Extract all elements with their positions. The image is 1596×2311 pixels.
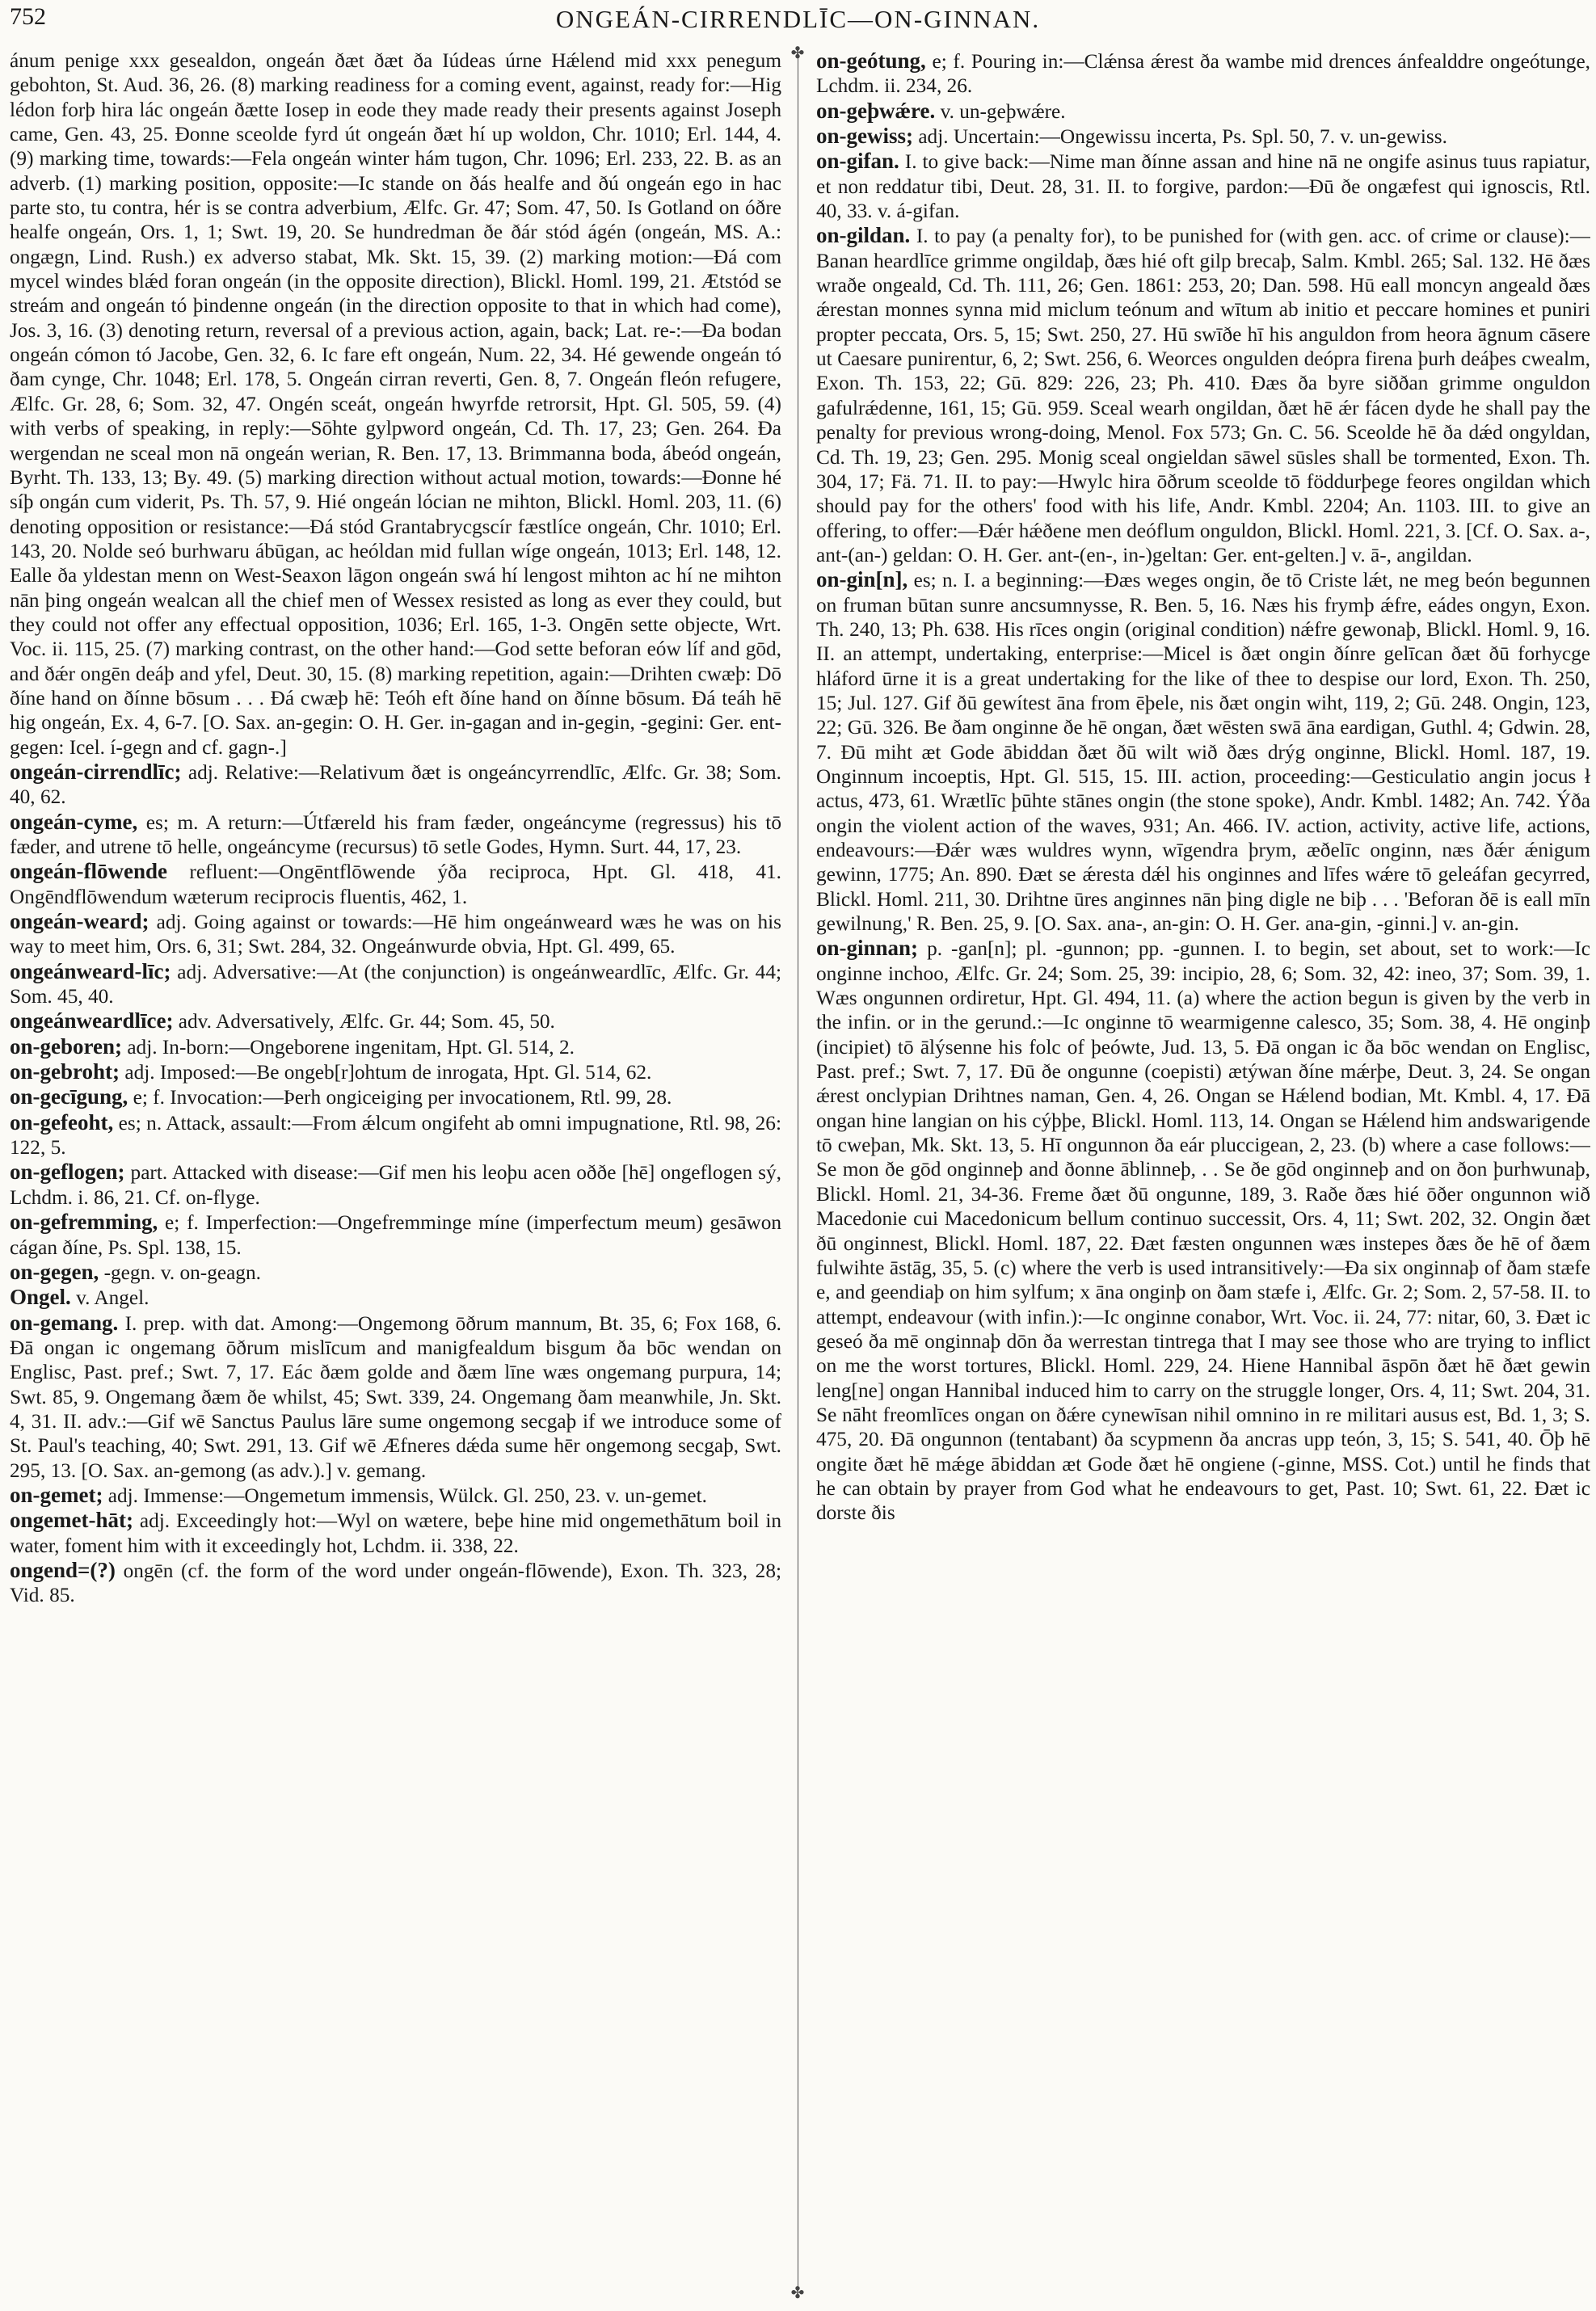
dictionary-entry xyxy=(816,149,1590,223)
dictionary-entry xyxy=(816,48,1590,99)
dictionary-entry xyxy=(10,760,781,810)
dictionary-entry xyxy=(10,810,781,860)
entry-text: adj. Going against or towards:—Hē him ongeánweard wæs he was on his way to meet him, Ors. 6, 31; Swt. 284, 32. Ongeánwurde obvia, Hpt. Gl. 499, 65. xyxy=(10,911,781,958)
entry-text: e; f. Pouring in:—Clǽnsa ǽrest ða wambe mid drences ánfealddre ongeótunge, Lchdm. ii. 234, 26. xyxy=(816,50,1590,98)
dictionary-entry xyxy=(10,1110,781,1160)
entry-text: v. un-geþwǽre. xyxy=(940,99,1066,123)
fleuron-icon: ✤ xyxy=(790,44,805,62)
dictionary-entry xyxy=(10,1285,781,1310)
dictionary-entry xyxy=(816,567,1590,936)
entry-text: es; m. A return:—Útfæreld his fram fæder, ongeáncyme (regressus) his tō fæder, and utrene tō helle, ongeáncyme (recursus) tō setle Godes, Hymn. Surt. 44, 17, 23. xyxy=(10,810,781,858)
entry-headword: ongend=(?) xyxy=(10,1557,116,1582)
entry-text: I. to pay (a penalty for), to be punished for (with gen. acc. of crime or clause):—Banan heardlīce grimme ongildaþ, ðæs hié oft gilp brecaþ, Salm. Kmbl. 265; Sal. 132. Hē ðæs wraðe ongeald, Cd. Th. 111, 26; Gen. 1861: 253, 20; Dan. 598. Hū eall moncyn angeald ðæs ǽrestan monnes synna mid miclum teónum and wītum ab initio et peccare homines et puniri propter peccata, Ors. 5, 15; Swt. 250, 27. Hū swīðe hī his anguldon from heora āgnum cāsere ut Caesare punirentur, 6, 2; Swt. 256, 6. Weorces ongulden deópra firena þurh deáþes cwealm, Exon. Th. 153, 22; Gū. 829: 226, 23; Ph. 410. Ðæs ða byre siððan grimme onguldon gafulrǽdenne, 161, 15; Gū. 959. Sceal wearh ongildan, ðæt hē ǽr fácen dyde he shall pay the penalty for previous wrong-doing, Menol. Fox 573; Gn. C. 56. Sceolde hē ða dǽd ongyldan, Cd. Th. 19, 23; Gen. 295. Monig sceal ongieldan sāwel sūsles shall be tormented, Exon. Th. 304, 17; Fä. 71. II. to pay:—Hwylc hira ōðrum sceolde tō föddurþege feores ongildan which should pay for the others' food with his life, Andr. Kmbl. 2204; An. 1103. III. to give an offering, to offer:—Ðǽr hǽðene men deóflum onguldon, Blickl. Homl. 221, 3. [Cf. O. Sax. a-, ant-(an-) geldan: O. H. Ger. ant-(en-, in-)geltan: Ger. ent-gelten.] v. ā-, angildan. xyxy=(816,225,1590,566)
entry-headword: on-geótung, xyxy=(816,48,926,73)
dictionary-entry xyxy=(10,1059,781,1084)
dictionary-entry xyxy=(10,1508,781,1558)
entry-headword: Ongel. xyxy=(10,1285,71,1310)
entry-text: adj. Exceedingly hot:—Wyl on wætere, beþe hine mid ongemethātum boil in water, foment him with it exceedingly hot, Lchdm. ii. 338, 22. xyxy=(10,1509,781,1557)
dictionary-entry xyxy=(10,1260,781,1285)
entry-headword: ongeánweardlīce; xyxy=(10,1008,174,1033)
dictionary-entry xyxy=(10,909,781,959)
entry-headword: on-geþwǽre. xyxy=(816,98,936,123)
dictionary-entry xyxy=(816,99,1590,124)
entry-text: es; n. I. a beginning:—Ðæs weges ongin, ðe tō Criste lǽt, ne meg beón begunnen on fruman būtan sunre ancsumnysse, R. Ben. 5, 16. Næs his frymþ ǽfre, eádes ongyn, Exon. Th. 240, 13; Ph. 638. His rīces ongin (original condition) nǽfre gewonaþ, Blickl. Homl. 9, 16. II. an attempt, undertaking, enterprise:—Micel is ðæt ongin ðínre gelīcan ðæt ðū forhycge hláford ūrne it is a great undertaking for the like of thee to despise our lord, Exon. Th. 250, 15; Jul. 127. Gif ðū gewítest āna from ēþele, nis ðæt ongin wiht, 119, 2; Gū. 248. Ongin, 123, 22; Gū. 326. Be ðam onginne ðe hē ongan, ðæt wēsten swā āna eardigan, Guthl. 4; Gdwin. 28, 7. Ðū miht æt Gode ābiddan ðæt ðū wilt wið ðæs drýg onginne, Blickl. Homl. 187, 19. Onginnum incoeptis, Hpt. Gl. 515, 15. III. action, proceeding:—Gesticulatio angin jocus ł actus, 473, 61. Wrætlīc þūhte stānes ongin (the stone spoke), Andr. Kmbl. 1482; An. 742. Ýða ongin the violent action of the waves, 931; An. 466. IV. action, activity, active life, actions, endeavours:—Ðǽr wæs wuldres wynn, wīgendra þrym, æðelīc onginn, næs ðǽr ǽnigum gewinn, 1775; An. 890. Ðæt se ǽresta dǽl his onginnes and līfes wǽre tō geleáfan gecyrred, Blickl. Homl. 211, 30. Drihtne ūres anginnes nān þing digle ne biþ . . . 'Beforan ðē is eall mīn gewilnung,' R. Ben. 25, 9. [O. Sax. ana-, an-gin: O. H. Ger. ana-gin, -ginni.] v. an-gin. xyxy=(816,569,1590,936)
entry-text: adj. Adversative:—At (the conjunction) is ongeánweardlīc, Ælfc. Gr. 44; Som. 45, 40. xyxy=(10,960,781,1008)
entry-headword: on-gecīgung, xyxy=(10,1084,128,1109)
entry-text: p. -gan[n]; pl. -gunnon; pp. -gunnen. I. to begin, set about, set to work:—Ic onginne inchoo, Ælfc. Gr. 24; Som. 25, 39: incipio, 28, 6; Som. 32, 42: ineo, 37; Som. 39, 1. Wæs ongunnen ordiretur, Hpt. Gl. 494, 11. (a) where the action begun is given by the verb in the infin. or in the gerund.:—Ic onginne tō wearmigenne calesco, 35; Som. 38, 4. Hē onginþ (incipiet) tō ālýsenne his folc of þeówte, Jud. 13, 5. Ðā ongan ic ða bōc wendan on Englisc, Past. pref.; Swt. 7, 17. Ðū ðe ongunne (coepisti) ætýwan ðíne mǽrþe, Deut. 3, 24. Se ongan ǽrest onclypian Drihtnes naman, Gen. 4, 26. Ongan se Hǽlend bodian, Mt. Kmbl. 4, 17. Ðā ongan hine langian on his cýþþe, Blickl. Homl. 113, 14. Ongan se Hǽlend him andswarigende tō cweþan, Mk. Skt. 13, 5. Hī ongunnon ða eár pluccigean, 2, 23. (b) where a case follows:—Se mon ðe gōd onginneþ and ðonne āblinneþ, . . Se ðe gōd onginneþ and on ðon þurhwunaþ, Blickl. Homl. 21, 34-36. Freme ðæt ðū ongunne, 189, 3. Raðe ðæs hié ōðer ongunnon wið Macedonie cui Macedonicum bellum continuo successit, Ors. 4, 11; Swt. 202, 32. Ongin ðæt ðū onginnest, Blickl. Homl. 187, 22. Ðæt fæsten ongunnen wæs instepes ðæs ðe hē of ðæm fulwihte āstāg, 35, 5. (c) where the verb is used intransitively:—Ða six onginnaþ of ðam stæfe e, and geendiaþ on him sylfum; x āna onginþ on ðam stæfe i, Ælfc. Gr. 2; Som. 2, 57-58. II. to attempt, endeavour (with infin.):—Ic onginne conabor, Wrt. Voc. ii. 24, 77: nitar, 60, 3. Ðæt ic geseó ða mē onginnaþ dōn ða werrestan tintrega that I may see those who are trying to inflict on me the worst tortures, Blickl. Homl. 229, 24. Hiene Hannibal āspōn ðæt hē ðæt gewin leng[ne] ongan Hannibal induced him to carry on the struggle longer, Ors. 4, 11; Swt. 204, 31. Se nāht freomlīces ongan on ðǽre cynewīsan nihil omnino in re militari ausus est, Bd. 1, 3; S. 475, 20. Ðā ongunnon (tentabant) ða scypmenn ða ancras upp teón, 3, 15; S. 541, 40. Ōþ hē ongite ðæt hē mǽge ābiddan æt Gode ðæt hē ongiene (-ginne, MSS. Cot.) until he finds that he can obtain by prayer from God what he endeavours to get, Past. 10; Swt. 61, 22. Ðæt ic dorste ðis xyxy=(816,937,1590,1525)
entry-text: adj. Imposed:—Be ongeb[r]ohtum de inrogata, Hpt. Gl. 514, 62. xyxy=(124,1061,652,1084)
dictionary-entry xyxy=(10,1311,781,1483)
entry-headword: ongeán-cyme, xyxy=(10,809,138,834)
entry-text: adv. Adversatively, Ælfc. Gr. 44; Som. 45, 50. xyxy=(178,1010,555,1033)
entry-text: e; f. Imperfection:—Ongefremminge míne (imperfectum meum) gesāwon cágan ðíne, Ps. Spl. 138, 15. xyxy=(10,1211,781,1259)
entry-text: e; f. Invocation:—Þerh ongiceiging per invocationem, Rtl. 99, 28. xyxy=(133,1086,672,1109)
dictionary-entry xyxy=(10,859,781,909)
dictionary-entry xyxy=(10,1210,781,1260)
entry-text: -gegn. v. on-geagn. xyxy=(103,1261,261,1284)
entry-headword: on-gemang. xyxy=(10,1310,119,1335)
entry-headword: on-gebroht; xyxy=(10,1059,120,1084)
entry-headword: on-gegen, xyxy=(10,1259,99,1284)
entry-headword: on-gefremming, xyxy=(10,1210,158,1235)
fleuron-icon: ✤ xyxy=(790,2284,805,2302)
dictionary-entry xyxy=(816,936,1590,1525)
entry-text: adj. In-born:—Ongeborene ingenitam, Hpt. Gl. 514, 2. xyxy=(127,1035,575,1059)
entry-headword: on-geboren; xyxy=(10,1033,122,1059)
entry-headword: on-ginnan; xyxy=(816,936,919,961)
entry-text: ánum penige xxx gesealdon, ongeán ðæt ðæt ða Iúdeas úrne Hǽlend mid xxx penegum gebohton, St. Aud. 36, 26. (8) marking readiness for a coming event, against, ready for:—Hig lédon forþ hira lác ongeán ðætte Iosep in eode they made ready their presents against Joseph came, Gen. 43, 25. Ðonne sceolde fyrd út ongeán ðæt hí up woldon, Chr. 1010; Erl. 144, 4. (9) marking time, towards:—Fela ongeán winter hám tugon, Chr. 1096; Erl. 233, 22. B. as an adverb. (1) marking position, opposite:—Ic stande on ðás healfe and ðú ongeán ego in hac parte sto, tu contra, hér is se contra adverbium, Ælfc. Gr. 47; Som. 47, 50. Is Gotland on óðre healfe ongeán, Ors. 1, 1; Swt. 19, 20. Se hundredman ðe ðár stód ágén (ongeán, MS. A.: ongægn, Lind. Rush.) ex adverso stabat, Mk. Skt. 15, 39. (2) marking motion:—Ðá com mycel windes blǽd foran ongeán (in the opposite direction), Blickl. Homl. 199, 21. Ætstód se streám and ongeán tó þindenne ongeán (in the direction opposite to that in which had come), Jos. 3, 16. (3) denoting return, reversal of a previous action, again, back; Lat. re-:—Ða bodan ongeán cómon tó Jacobe, Gen. 32, 6. Ic fare eft ongeán, Num. 22, 34. Hé gewende ongeán tó ðam cynge, Chr. 1048; Erl. 178, 5. Ongeán cirran reverti, Gen. 8, 7. Ongeán fleón refugere, Ælfc. Gr. 28, 6; Som. 32, 47. Ongén sceát, ongeán hwyrfde retrorsit, Hpt. Gl. 505, 59. (4) with verbs of speaking, in reply:—Sōhte gylpword ongeán, Cd. Th. 17, 23; Gen. 264. Ða wergendan ne sceal mon nā ongeán werian, R. Ben. 17, 13. Brimmanna boda, ábeód ongeán, Byrht. Th. 133, 13; By. 49. (5) marking direction without actual motion, towards:—Ðonne hé síþ ongán cum viderit, Ps. Th. 57, 9. Hié ongeán lócian ne mihton, Blickl. Homl. 203, 11. (6) denoting opposition or resistance:—Ðá stód Grantabrycgscír fæstlíce ongeán, Chr. 1010; Erl. 143, 20. Nolde seó burhwaru ábūgan, ac heóldan mid fullan wíge ongeán, 1013; Erl. 148, 12. Ealle ða yldestan menn on West-Seaxon lāgon ongeán swá hí lengost mihton ac hí ne mihton nān þing ongeán wealcan all the chief men of Wessex resisted as long as ever they could, but they could not offer any effectual opposition, 1036; Erl. 165, 1-3. Ongēn sette objecte, Wrt. Voc. ii. 115, 25. (7) marking contrast, on the other hand:—God sette beforan eów líf and gōd, and ðǽr ongēn deáþ and yfel, Deut. 30, 15. (8) marking repetition, again:—Drihten cwæþ: Dō ðíne hand on ðínne bōsum . . . Ðá cwæþ hē: Teóh eft ðíne hand on ðínne bōsum. Ðá teáh hē hig ongeán, Ex. 4, 6-7. [O. Sax. an-gegin: O. H. Ger. in-gagan and in-gegin, -gegini: Ger. ent-gegen: Icel. í-gegn and cf. gagn-.] xyxy=(10,49,781,759)
dictionary-entry xyxy=(10,48,781,760)
page-number: 752 xyxy=(10,3,46,30)
entry-headword: ongeánweard-līc; xyxy=(10,958,171,983)
entry-headword: on-gifan. xyxy=(816,149,899,174)
entry-text: es; n. Attack, assault:—From ǽlcum ongifeht ab omni impugnatione, Rtl. 98, 26: 122, 5. xyxy=(10,1111,781,1160)
entry-headword: ongeán-cirrendlīc; xyxy=(10,759,182,784)
entry-headword: on-gildan. xyxy=(816,223,911,248)
dictionary-entry xyxy=(10,1084,781,1109)
entry-headword: on-geflogen; xyxy=(10,1160,125,1185)
entry-text: v. Angel. xyxy=(76,1286,149,1310)
entry-text: refluent:—Ongēntflōwende ýða reciproca, Hpt. Gl. 418, 41. Ongēndflōwendum wæterum reciprocis fluentis, 462, 1. xyxy=(10,861,781,908)
entry-text: I. prep. with dat. Among:—Ongemong ōðrum mannum, Bt. 35, 6; Fox 168, 6. Ðā ongan ic ongemang ōðrum mislīcum and manigfealdum bisgum ða bōc wendan on Englisc, Past. pref.; Swt. 7, 17. Eác ðæm golde and ðæm līne wæs ongemang purpura, 14; Swt. 85, 9. Ongemang ðæm ðe whilst, 45; Swt. 339, 24. Ongemang ðam meanwhile, Jn. Skt. 4, 31. II. adv.:—Gif wē Sanctus Paulus lāre sume ongemong secgaþ if we introduce some of St. Paul's teaching, 40; Swt. 291, 13. Gif wē Æfneres dǽda sume hēr ongemong secgaþ, Swt. 295, 13. [O. Sax. an-gemong (as adv.).] v. gemang. xyxy=(10,1311,781,1482)
entry-headword: ongeán-weard; xyxy=(10,909,149,934)
entry-text: I. to give back:—Nime man ðínne assan and hine nā ne ongife asinus tuus rapiatur, et non reddatur tibi, Deut. 28, 31. II. to forgive, pardon:—Ðū ðe ongæfest qui ignoscis, Rtl. 40, 33. v. á-gifan. xyxy=(816,150,1590,223)
entry-headword: on-gin[n], xyxy=(816,567,908,592)
dictionary-entry xyxy=(10,1034,781,1059)
page-header xyxy=(0,0,1596,40)
entry-headword: on-gewiss; xyxy=(816,124,913,149)
dictionary-entry xyxy=(10,1160,781,1210)
entry-text: part. Attacked with disease:—Gif men his leoþu acen oððe [hē] ongeflogen sý, Lchdm. i. 86, 21. Cf. on-flyge. xyxy=(10,1161,781,1209)
entry-headword: on-gefeoht, xyxy=(10,1109,114,1134)
dictionary-entry xyxy=(10,1558,781,1608)
entry-headword: ongemet-hāt; xyxy=(10,1508,133,1533)
dictionary-entry xyxy=(10,1483,781,1508)
entry-text: adj. Relative:—Relativum ðæt is ongeáncyrrendlīc, Ælfc. Gr. 38; Som. 40, 62. xyxy=(10,760,781,809)
dictionary-entry xyxy=(816,124,1590,149)
left-column xyxy=(10,48,781,2295)
right-column xyxy=(816,48,1590,2295)
entry-text: adj. Uncertain:—Ongewissu incerta, Ps. Spl. 50, 7. v. un-gewiss. xyxy=(918,125,1447,149)
entry-headword: ongeán-flōwende xyxy=(10,859,167,884)
dictionary-entry xyxy=(10,959,781,1009)
entry-text: adj. Immense:—Ongemetum immensis, Wülck. Gl. 250, 23. v. un-gemet. xyxy=(107,1484,707,1507)
entry-headword: on-gemet; xyxy=(10,1482,103,1507)
entry-text: ongēn (cf. the form of the word under ongeán-flōwende), Exon. Th. 323, 28; Vid. 85. xyxy=(10,1559,781,1607)
dictionary-entry xyxy=(816,223,1590,567)
dictionary-entry xyxy=(10,1008,781,1033)
running-head: ONGEÁN-CIRRENDLĪC—ON-GINNAN. xyxy=(555,5,1041,33)
